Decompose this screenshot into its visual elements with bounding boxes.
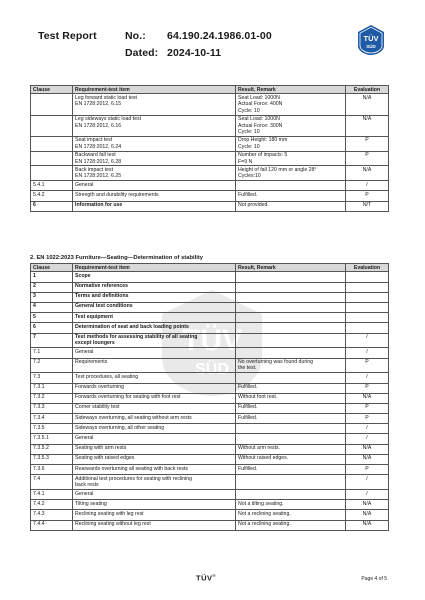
- evaluation-cell: /: [346, 434, 389, 444]
- clause-cell: 7.3.5.1: [31, 434, 73, 444]
- result-cell: [236, 465, 346, 475]
- result-line: Without raised edges.: [238, 455, 289, 462]
- requirement-line: Strength and durability requirements: [75, 191, 159, 198]
- requirement-line: Seating with arm rests: [75, 445, 127, 452]
- result-line: No overturning was found during: [238, 359, 313, 366]
- requirement-line: Test procedures, all seating: [75, 373, 139, 380]
- table-row: [31, 181, 389, 191]
- evaluation-cell: [346, 282, 389, 292]
- table-row: [31, 136, 389, 151]
- result-cell: [236, 94, 346, 115]
- table-row: [31, 115, 389, 136]
- clause-cell: 5.4.2: [31, 191, 73, 201]
- result-cell: [236, 383, 346, 393]
- table-row: [31, 465, 389, 475]
- clause-cell: 7.4: [31, 475, 73, 490]
- table-row: [31, 151, 389, 166]
- requirement-cell: [73, 94, 236, 115]
- result-cell: [236, 191, 346, 201]
- clause-cell: 7.4.3: [31, 510, 73, 520]
- result-cell: [236, 166, 346, 181]
- requirement-cell: [73, 348, 236, 358]
- clause-cell: 7.1: [31, 348, 73, 358]
- requirement-line: Sideways overturning, all seating without arm rests: [75, 414, 192, 421]
- table-row: [31, 393, 389, 403]
- requirement-line: Back impact test: [75, 166, 114, 173]
- report-number: 64.190.24.1986.01-00: [167, 30, 272, 42]
- result-cell: [236, 444, 346, 454]
- requirement-cell: [73, 333, 236, 348]
- table-row: [31, 403, 389, 413]
- result-cell: [236, 414, 346, 424]
- clause-cell: 7.3.6: [31, 465, 73, 475]
- evaluation-cell: /: [346, 181, 389, 191]
- column-header: Result, Remark: [236, 264, 346, 272]
- column-header: Requirement-test item: [73, 264, 236, 272]
- clause-cell: 7.3.2: [31, 393, 73, 403]
- evaluation-cell: N/A: [346, 454, 389, 464]
- clause-cell: 7.4.4: [31, 520, 73, 530]
- requirement-line: Determination of seat and back loading points: [75, 323, 189, 330]
- clause-cell: 7.4.1: [31, 490, 73, 500]
- clause-cell: [31, 166, 73, 181]
- requirement-cell: [73, 181, 236, 191]
- evaluation-cell: N/A: [346, 393, 389, 403]
- evaluation-cell: P: [346, 358, 389, 373]
- result-line: Cycles:10: [238, 173, 261, 180]
- result-cell: [236, 282, 346, 292]
- result-cell: [236, 393, 346, 403]
- requirement-line: General: [75, 490, 94, 497]
- requirement-cell: [73, 424, 236, 434]
- result-cell: [236, 292, 346, 302]
- requirement-line: back rests: [75, 482, 99, 489]
- report-number-label: No.:: [125, 30, 146, 42]
- result-cell: [236, 302, 346, 312]
- result-cell: [236, 434, 346, 444]
- evaluation-cell: N/A: [346, 166, 389, 181]
- requirement-line: Forwards overturning: [75, 384, 125, 391]
- table-row: [31, 454, 389, 464]
- table-row: [31, 282, 389, 292]
- requirement-line: EN 1728:2012, 6.24: [75, 143, 122, 150]
- requirement-line: General test conditions: [75, 303, 133, 310]
- requirement-line: Test equipment: [75, 313, 113, 320]
- result-cell: [236, 475, 346, 490]
- evaluation-cell: P: [346, 383, 389, 393]
- result-line: Fulfilled.: [238, 384, 258, 391]
- clause-cell: 4: [31, 302, 73, 312]
- logo-top-text: TÜV: [363, 34, 379, 43]
- result-line: Actual Force: 400N: [238, 101, 283, 108]
- result-line: Not a reclining seating.: [238, 521, 291, 528]
- footer-logo-text: TÜV: [196, 573, 213, 583]
- requirement-cell: [73, 465, 236, 475]
- requirement-line: Reclining seating with leg rest: [75, 510, 144, 517]
- result-line: Seat Load: 1000N: [238, 116, 280, 123]
- requirement-line: Seating with raised edges: [75, 455, 135, 462]
- requirement-line: Leg sideways static load test: [75, 116, 142, 123]
- requirement-line: Information for use: [75, 202, 123, 209]
- table-row: [31, 434, 389, 444]
- requirement-cell: [73, 373, 236, 383]
- requirement-line: Forwards overturning for seating with foot rest: [75, 394, 181, 401]
- requirement-line: Normative references: [75, 283, 129, 290]
- table-row: [31, 500, 389, 510]
- evaluation-cell: P: [346, 151, 389, 166]
- requirement-cell: [73, 434, 236, 444]
- requirement-line: Additional test procedures for seating with reclining: [75, 475, 193, 482]
- page-number: Page 4 of 5: [361, 576, 387, 582]
- clause-cell: [31, 115, 73, 136]
- clause-cell: 5.4.1: [31, 181, 73, 191]
- clause-cell: 1: [31, 272, 73, 282]
- table-row: [31, 94, 389, 115]
- column-header: Clause: [31, 86, 73, 94]
- requirement-cell: [73, 444, 236, 454]
- result-cell: [236, 272, 346, 282]
- watermark-top-text: TÜV: [182, 324, 242, 357]
- requirement-cell: [73, 393, 236, 403]
- clause-cell: 3: [31, 292, 73, 302]
- result-cell: [236, 520, 346, 530]
- table-header-row: [31, 86, 389, 94]
- result-cell: [236, 115, 346, 136]
- evaluation-cell: P: [346, 191, 389, 201]
- column-header: Clause: [31, 264, 73, 272]
- table-row: [31, 414, 389, 424]
- stability-results-table: [30, 263, 389, 531]
- requirement-line: Terms and definitions: [75, 293, 129, 300]
- requirement-line: EN 1728:2012, 6.25: [75, 173, 122, 180]
- report-date: 2024-10-11: [167, 47, 222, 59]
- evaluation-cell: N/A: [346, 94, 389, 115]
- evaluation-cell: /: [346, 490, 389, 500]
- clause-cell: 2: [31, 282, 73, 292]
- requirement-cell: [73, 151, 236, 166]
- result-cell: [236, 373, 346, 383]
- requirement-cell: [73, 490, 236, 500]
- column-header: Evaluation: [346, 264, 389, 272]
- result-line: the test.: [238, 365, 257, 372]
- table-row: [31, 475, 389, 490]
- requirement-cell: [73, 272, 236, 282]
- evaluation-cell: N/A: [346, 520, 389, 530]
- requirement-cell: [73, 191, 236, 201]
- result-line: Actual Force: 300N: [238, 122, 283, 129]
- result-line: Fulfilled.: [238, 191, 258, 198]
- requirement-line: Seat impact test: [75, 137, 113, 144]
- result-line: Number of impacts: 5: [238, 152, 288, 159]
- requirement-line: except loungers: [75, 340, 115, 347]
- requirement-cell: [73, 383, 236, 393]
- requirement-cell: [73, 302, 236, 312]
- result-line: Cycle: 10: [238, 128, 260, 135]
- result-cell: [236, 348, 346, 358]
- clause-cell: [31, 151, 73, 166]
- table-row: [31, 444, 389, 454]
- result-cell: [236, 333, 346, 348]
- requirement-cell: [73, 201, 236, 211]
- results-table-continued: [30, 85, 389, 212]
- result-line: F=9 N: [238, 158, 253, 165]
- clause-cell: 7.3.5.2: [31, 444, 73, 454]
- clause-cell: 7.3.5: [31, 424, 73, 434]
- requirement-line: EN 1728:2012, 6.15: [75, 101, 122, 108]
- evaluation-cell: /: [346, 424, 389, 434]
- result-cell: [236, 151, 346, 166]
- report-title: Test Report: [38, 30, 97, 42]
- result-line: Without foot rest.: [238, 394, 278, 401]
- result-line: Cycle: 10: [238, 107, 260, 114]
- column-header: Evaluation: [346, 86, 389, 94]
- column-header: Result, Remark: [236, 86, 346, 94]
- clause-cell: 7.3.1: [31, 383, 73, 393]
- result-cell: [236, 136, 346, 151]
- logo-bottom-text: SÜD: [366, 44, 376, 49]
- evaluation-cell: P: [346, 403, 389, 413]
- clause-cell: 7.3.4: [31, 414, 73, 424]
- requirement-line: EN 1728:2012, 6.28: [75, 158, 122, 165]
- requirement-cell: [73, 136, 236, 151]
- result-line: Height of fall 120 mm or angle 28°: [238, 166, 317, 173]
- requirement-line: Test methods for assessing stability of all seating: [75, 334, 198, 341]
- table-row: [31, 302, 389, 312]
- table-row: [31, 424, 389, 434]
- requirement-line: Rearwards overturning all seating with back rests: [75, 465, 189, 472]
- requirement-cell: [73, 414, 236, 424]
- table-row: [31, 510, 389, 520]
- section-title: 2. EN 1022:2023 Furniture—Seating—Determination of stability: [30, 255, 203, 261]
- clause-cell: 7.3.3: [31, 403, 73, 413]
- result-line: Not provided.: [238, 202, 269, 209]
- evaluation-cell: N/A: [346, 510, 389, 520]
- requirement-line: Leg forward static load test: [75, 94, 137, 101]
- table-row: [31, 323, 389, 333]
- requirement-cell: [73, 454, 236, 464]
- table-header-row: [31, 264, 389, 272]
- requirement-cell: [73, 500, 236, 510]
- result-line: Fulfilled.: [238, 465, 258, 472]
- clause-cell: 7.2: [31, 358, 73, 373]
- evaluation-cell: P: [346, 136, 389, 151]
- clause-cell: 5: [31, 313, 73, 323]
- requirement-cell: [73, 510, 236, 520]
- clause-cell: 6: [31, 323, 73, 333]
- table-row: [31, 333, 389, 348]
- requirement-cell: [73, 520, 236, 530]
- requirement-cell: [73, 475, 236, 490]
- requirement-line: General: [75, 348, 94, 355]
- evaluation-cell: [346, 323, 389, 333]
- requirement-line: Scope: [75, 272, 91, 279]
- requirement-line: General: [75, 434, 94, 441]
- table-row: [31, 272, 389, 282]
- table-row: [31, 520, 389, 530]
- evaluation-cell: [346, 272, 389, 282]
- tuv-sud-logo: [355, 24, 387, 56]
- requirement-cell: [73, 115, 236, 136]
- evaluation-cell: /: [346, 348, 389, 358]
- requirement-line: Backward fall test: [75, 152, 116, 159]
- evaluation-cell: N/A: [346, 115, 389, 136]
- result-line: Not a tilting seating.: [238, 500, 284, 507]
- footer-logo: [196, 573, 216, 583]
- evaluation-cell: /: [346, 475, 389, 490]
- result-cell: [236, 358, 346, 373]
- requirement-cell: [73, 323, 236, 333]
- requirement-line: Requirements: [75, 359, 108, 366]
- result-line: Cycle: 10: [238, 143, 260, 150]
- requirement-line: General: [75, 181, 94, 188]
- table-row: [31, 191, 389, 201]
- evaluation-cell: /: [346, 333, 389, 348]
- result-cell: [236, 403, 346, 413]
- evaluation-cell: P: [346, 414, 389, 424]
- clause-cell: [31, 136, 73, 151]
- table-row: [31, 166, 389, 181]
- result-cell: [236, 201, 346, 211]
- result-line: Fulfilled.: [238, 414, 258, 421]
- evaluation-cell: N/A: [346, 444, 389, 454]
- result-line: Seat Load: 1000N: [238, 94, 280, 101]
- clause-cell: 7.4.2: [31, 500, 73, 510]
- evaluation-cell: N/A: [346, 500, 389, 510]
- requirement-cell: [73, 292, 236, 302]
- clause-cell: 6: [31, 201, 73, 211]
- table-row: [31, 490, 389, 500]
- result-cell: [236, 510, 346, 520]
- table-row: [31, 292, 389, 302]
- result-cell: [236, 424, 346, 434]
- column-header: Requirement-test item: [73, 86, 236, 94]
- requirement-cell: [73, 166, 236, 181]
- requirement-line: EN 1728:2012, 6.16: [75, 122, 122, 129]
- table-row: [31, 373, 389, 383]
- clause-cell: 7: [31, 333, 73, 348]
- evaluation-cell: N/T: [346, 201, 389, 211]
- result-line: Fulfilled.: [238, 404, 258, 411]
- evaluation-cell: P: [346, 465, 389, 475]
- result-cell: [236, 313, 346, 323]
- report-date-label: Dated:: [125, 47, 159, 59]
- requirement-cell: [73, 313, 236, 323]
- result-cell: [236, 490, 346, 500]
- evaluation-cell: [346, 302, 389, 312]
- report-header: [38, 30, 388, 70]
- evaluation-cell: [346, 313, 389, 323]
- requirement-line: Tilting seating: [75, 500, 107, 507]
- evaluation-cell: /: [346, 373, 389, 383]
- evaluation-cell: [346, 292, 389, 302]
- requirement-line: Reclining seating without leg rest: [75, 521, 151, 528]
- result-line: Not a reclining seating.: [238, 510, 291, 517]
- result-cell: [236, 181, 346, 191]
- table-row: [31, 383, 389, 393]
- result-cell: [236, 500, 346, 510]
- table-row: [31, 358, 389, 373]
- requirement-line: Sideways overturning, all other seating: [75, 424, 165, 431]
- table-row: [31, 348, 389, 358]
- registered-mark: ®: [212, 573, 216, 578]
- result-line: Drop Height: 180 mm: [238, 137, 288, 144]
- requirement-cell: [73, 282, 236, 292]
- requirement-cell: [73, 403, 236, 413]
- watermark-bottom-text: SÜD: [195, 361, 229, 378]
- requirement-line: Corner stability test: [75, 404, 120, 411]
- result-cell: [236, 323, 346, 333]
- clause-cell: 7.3.5.3: [31, 454, 73, 464]
- clause-cell: 7.3: [31, 373, 73, 383]
- result-line: Without arm rests.: [238, 445, 281, 452]
- table-row: [31, 201, 389, 211]
- result-cell: [236, 454, 346, 464]
- requirement-cell: [73, 358, 236, 373]
- clause-cell: [31, 94, 73, 115]
- table-row: [31, 313, 389, 323]
